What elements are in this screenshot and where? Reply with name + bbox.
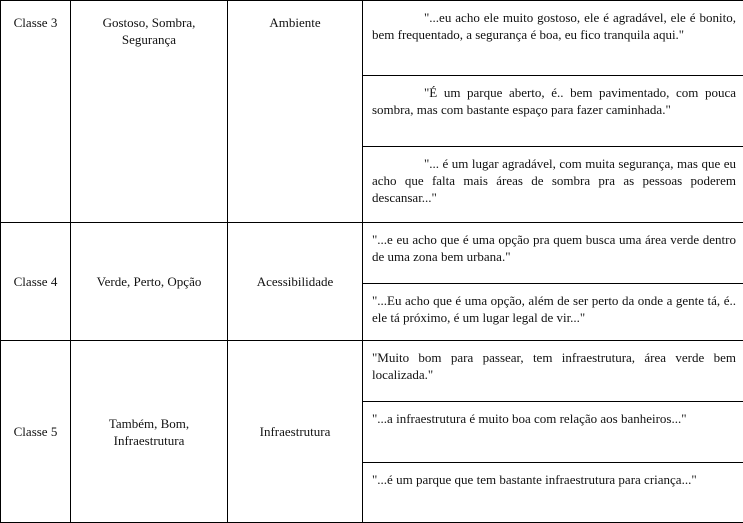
table-row <box>1 1 743 76</box>
quote-cell <box>363 341 743 402</box>
categoria-cell: Infraestrutura <box>228 341 363 523</box>
quote-cell <box>363 223 743 284</box>
quote-text: "...e eu acho que é uma opção pra quem busca uma área verde dentro de uma zona bem urbana." <box>372 232 736 264</box>
quote-cell <box>363 402 743 463</box>
quote-text: "É um parque aberto, é.. bem pavimentado, com pouca sombra, mas com bastante espaço para fazer caminhada." <box>372 84 736 118</box>
categoria-cell: Acessibilidade <box>228 223 363 341</box>
quote-text: "...é um parque que tem bastante infraestrutura para criança..." <box>372 472 697 487</box>
quote-cell <box>363 147 743 223</box>
classe-label: Classe 4 <box>1 223 71 341</box>
quote-text: "...Eu acho que é uma opção, além de ser perto da onde a gente tá, é.. ele tá próximo, é um lugar legal de vir..." <box>372 293 736 325</box>
quote-text: "...a infraestrutura é muito boa com relação aos banheiros..." <box>372 411 687 426</box>
quote-cell <box>363 284 743 341</box>
quote-cell <box>363 463 743 523</box>
quote-text: "... é um lugar agradável, com muita segurança, mas que eu acho que falta mais áreas de sombra pra as pessoas poderem descansar..." <box>372 155 736 206</box>
palavras-cell: Verde, Perto, Opção <box>71 223 228 341</box>
quote-cell <box>363 1 743 76</box>
classe-label: Classe 5 <box>1 341 71 523</box>
table-row <box>1 341 743 402</box>
classe-label: Classe 3 <box>1 1 71 223</box>
palavras-cell: Também, Bom, Infraestrutura <box>71 341 228 523</box>
quote-cell <box>363 76 743 147</box>
quote-text: "Muito bom para passear, tem infraestrutura, área verde bem localizada." <box>372 350 736 382</box>
categoria-cell: Ambiente <box>228 1 363 223</box>
quote-text: "...eu acho ele muito gostoso, ele é agradável, ele é bonito, bem frequentado, a segurança é boa, eu fico tranquila aqui." <box>372 9 736 43</box>
palavras-cell: Gostoso, Sombra, Segurança <box>71 1 228 223</box>
table-row <box>1 223 743 284</box>
